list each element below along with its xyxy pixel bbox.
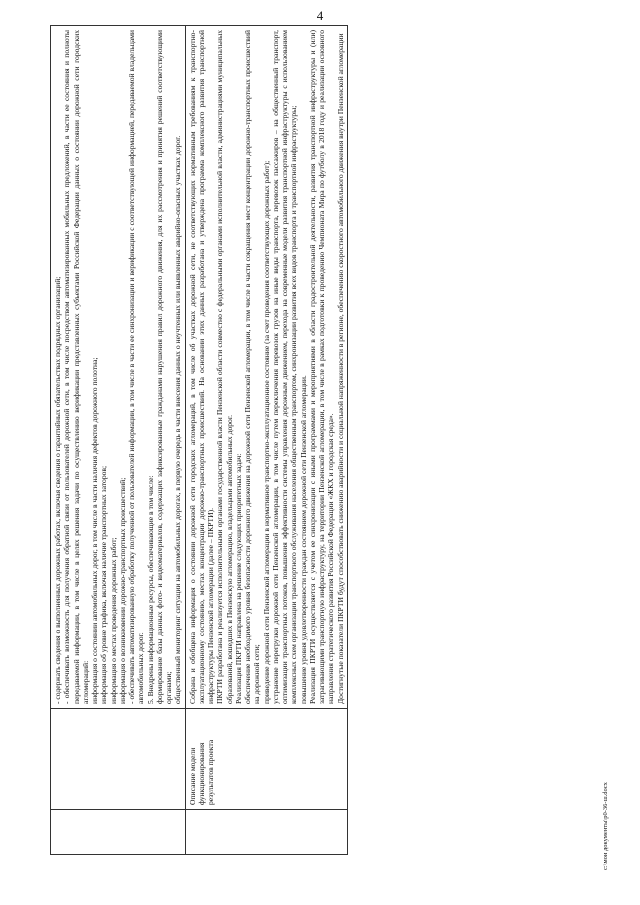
content-paragraph: информация о состоянии автомобильных дорог, в том числе в части наличия дефектов дорожного полотна;: [90, 357, 99, 704]
row-content-cell: [51, 26, 186, 709]
content-paragraph: 5. Внедрены информационные ресурсы, обеспечивающие в том числе:: [145, 475, 155, 704]
row-title-cell: [51, 709, 186, 810]
row-title-cell: Описание модели функционирования результатов проекта: [185, 709, 347, 810]
footer-path: c:\мои документы\p0-36-ш.docx: [602, 782, 609, 870]
content-paragraph: информация об уровне трафика, включая наличие транспортных заторов;: [99, 465, 109, 704]
content-paragraph: - обеспечивать автоматизированную обработку полученной от пользователей информации, в том числе в части ее синхронизации и верификации с соответствующей информацией, передаваемой владельцами автомобильных дорог.: [127, 30, 146, 704]
content-paragraph: ПКРТИ разработана и реализуется исполнительными органами государственной власти Пензенской области совместно с федеральными органами исполнительной власти, администрациями муниципальных образований, вошедших в Пензенскую агломерацию, владельцами автомобильных дорог.: [215, 30, 234, 704]
table-row: [51, 26, 186, 855]
page-number: 4: [316, 8, 324, 23]
content-paragraph: - обеспечивать возможность для получения обратной связи от пользователей дорожной сети, в том числе посредством автоматизированных мобильных предложений, в части ее состояния и полноты передаваемой информации, в том числе в целях решения задачи по осуществлению верификации представленных субъектами Российской Федерации данных о состоянии дорожной сети городских агломераций:: [62, 30, 90, 704]
content-paragraph: Собрана и обобщена информация о состоянии дорожной сети городских агломераций, в том числе об участках дорожной сети, не соответствующих нормативным требованиям к транспортно-эксплуатационному состоянию, местах концентрации дорожно-транспортных происшествий. На основании этих данных разработана и утверждена программа комплексного развития транспортной инфраструктуры Пензенской агломерации (далее – ПКРТИ).: [187, 30, 215, 704]
content-paragraph: информация о местах проведения дорожных работ;: [108, 537, 118, 704]
content-paragraph: - содержать сведения о выполненных дорожных работах, включая сведения о гарантийных обязательствах подрядных организаций;: [53, 276, 62, 704]
project-table: [50, 25, 348, 855]
content-paragraph: общественный мониторинг ситуации на автомобильных дорогах, в первую очередь в части внесения данных о неучтенных или выявленных аварийно-опасных участках дорог.: [173, 135, 183, 704]
row-number-cell: [185, 810, 347, 855]
content-paragraph: информация о возникновении дорожно-транспортных происшествий;: [117, 477, 127, 704]
content-paragraph: Реализация ПКРТИ осуществляется с учетом ее синхронизации с иными программами и мероприятиями в области градостроительной деятельности, развития транспортной инфраструктуры и (или) затрагивающими транспортную инфраструктуру, на территории Пензенской агломерации, в том числе в рамках подготовки к проведению Чемпионата Мира по футболу в 2018 году и реализации основного направления стратегического развития Российской Федерации «ЖКХ и городская среда».: [307, 30, 336, 704]
content-paragraph: устранение перегрузки дорожной сети Пензенской агломерации, в том числе путем переключения перевозок грузов на иные виды транспорта, перевозок пассажиров – на общественный транспорт, оптимизации транспортных потоков, повышения эффективности системы управления дорожным движением, перехода на современные модели развития транспортной инфраструктуры с использованием комплексных схем организации транспортного обслуживания населения общественным транспортом, синхронизации развития всех видов транспорта и транспортной инфраструктуры;: [270, 30, 299, 704]
rotated-content: [50, 25, 610, 855]
content-paragraph: формирование базы данных фото- и видеоматериалов, содержащих зафиксированные гражданами нарушения правил дорожного движения, для их рассмотрения и принятия решений соответствующими органами;: [154, 30, 173, 704]
content-paragraph: Достигнутые показатели ПКРТИ будут способствовать снижению аварийности и социальной напряженности в регионе, обеспечению скоростного автомобильного движения внутри Пензенской агломерации: [335, 33, 345, 704]
content-paragraph: Реализация ПКРТИ направлена на решение следующих приоритетных задач:: [233, 453, 243, 704]
row-number-cell: [51, 810, 186, 855]
content-paragraph: приведение дорожной сети Пензенской агломерации в нормативное транспортно-эксплуатационное состояние (за счет проведения соответствующих дорожных работ);: [261, 160, 271, 704]
row-content-cell: [185, 26, 347, 709]
content-paragraph: повышение уровня удовлетворенности граждан состоянием дорожной сети Пензенской агломерации.: [298, 375, 308, 704]
content-paragraph: обеспечение необходимого уровня безопасности дорожного движения на дорожной сети Пензенской агломерации, в том числе в части сокращения мест концентрации дорожно-транспортных происшествий на дорожной сети;: [243, 30, 262, 704]
table-row: [185, 26, 347, 855]
